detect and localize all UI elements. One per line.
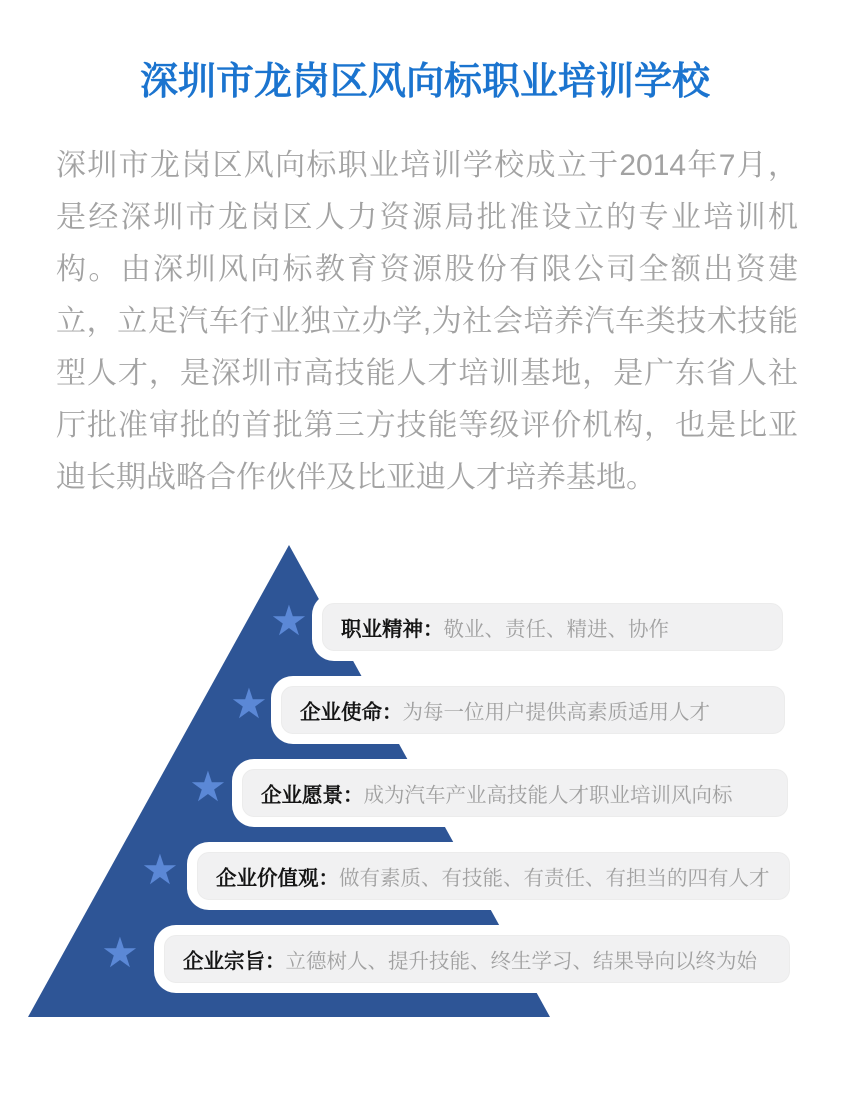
pyramid-level-vision xyxy=(242,769,788,817)
level-value: 成为汽车产业高技能人才职业培训风向标 xyxy=(363,784,733,807)
star-icon: ★ xyxy=(189,763,227,810)
level-value: 敬业、责任、精进、协作 xyxy=(443,618,669,641)
level-label: 企业价值观： xyxy=(216,867,339,890)
pyramid-level-values xyxy=(197,852,790,900)
pyramid-level-mission xyxy=(281,686,785,734)
intro-paragraph: 深圳市龙岗区风向标职业培训学校成立于2014年7月，是经深圳市龙岗区人力资源局批准设立的专业培训机构。由深圳风向标教育资源股份有限公司全额出资建立，立足汽车行业独立办学,为社会培养汽车类技术技能型人才，是深圳市高技能人才培训基地，是广东省人社厅批准审批的首批第三方技能等级评价机构，也是比亚迪长期战略合作伙伴及比亚迪人才培养基地。 xyxy=(56,149,798,494)
star-icon: ★ xyxy=(270,597,308,644)
level-value: 做有素质、有技能、有责任、有担当的四有人才 xyxy=(339,867,770,890)
star-icon: ★ xyxy=(101,929,139,976)
level-label: 职业精神： xyxy=(341,618,444,641)
level-label: 企业使命： xyxy=(300,701,403,724)
page-title: 深圳市龙岗区风向标职业培训学校 xyxy=(139,61,710,103)
pyramid-level-purpose xyxy=(164,935,790,983)
level-label: 企业愿景： xyxy=(261,784,364,807)
star-icon: ★ xyxy=(141,846,179,893)
level-label: 企业宗旨： xyxy=(183,950,286,973)
level-value: 为每一位用户提供高素质适用人才 xyxy=(402,701,710,724)
pyramid-level-professional-spirit xyxy=(322,603,783,651)
level-value: 立德树人、提升技能、终生学习、结果导向以终为始 xyxy=(285,950,757,973)
star-icon: ★ xyxy=(230,680,268,727)
